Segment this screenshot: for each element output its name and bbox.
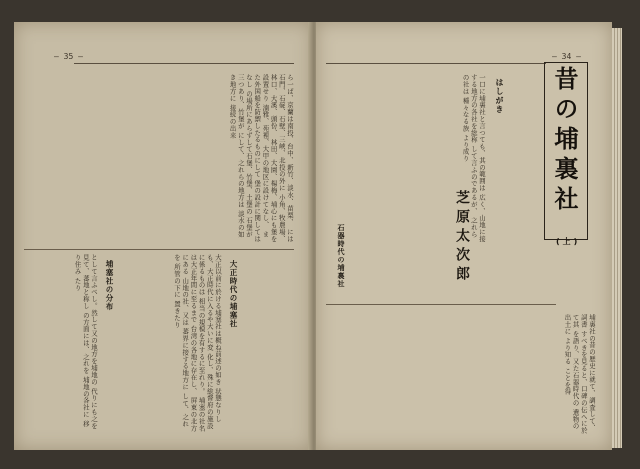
section-heading-hashigaki: はしがき xyxy=(495,78,504,114)
text-line: 所管の下に xyxy=(172,263,181,298)
text-line: 置きたり xyxy=(172,300,181,329)
article-title: 昔の埔裏社 xyxy=(550,66,579,216)
left-top-text xyxy=(24,74,294,244)
article-author: 芝原太次郎 xyxy=(454,190,470,285)
text-line: 小角、牧農場、林口、大溪、頭份、 xyxy=(269,74,286,243)
text-line: 代りにも之を見て、蕃地と称し xyxy=(81,254,98,430)
text-line: たり xyxy=(73,277,82,292)
left-divider xyxy=(24,249,294,250)
text-line: 淡水の如き地方に xyxy=(228,74,245,238)
text-line: の場所にあらずして石堡、竹堡、土堡の xyxy=(244,90,253,215)
left-bottom-text-a xyxy=(114,254,222,434)
text-line: 堡の設計に関してはなし xyxy=(244,74,262,243)
left-header-rule xyxy=(74,63,294,64)
text-line: 湳雅、苑裡、大甲の地区に設けてなし、 xyxy=(261,104,270,229)
text-line: には石門、石碇、石壁、三峽、北投の外に xyxy=(277,74,294,243)
text-line: 埔塞の社名は大正年間に至るまで xyxy=(189,254,206,432)
text-line: 移り住み xyxy=(73,254,90,428)
right-divider xyxy=(326,304,556,305)
text-line: 一口に埔裏社と言つても、其の範囲は xyxy=(478,74,486,192)
text-line: 蕃界に接する地方に xyxy=(181,328,190,391)
text-line: して、之れを xyxy=(172,254,190,428)
left-bottom-text-b xyxy=(24,254,98,434)
text-line: を語り、又た石器時代の xyxy=(571,330,580,407)
text-line: ことを得 xyxy=(563,367,572,396)
left-page xyxy=(14,22,312,450)
left-page-number: — 35 — xyxy=(54,52,83,61)
text-line: 林田、大園、楊梅、埔心にも堡を設置せり xyxy=(261,74,278,243)
text-line: して言ふのであるが、 xyxy=(469,145,478,215)
text-line: 状態なりしも、大正時代に入るや大いに変 xyxy=(205,254,222,423)
text-line: 遺物の出土に xyxy=(563,314,580,430)
text-line: より成り xyxy=(461,134,470,162)
text-line: 化し、殊に総督府の施設に係るものは xyxy=(197,254,214,430)
text-line: の方面には、之れを xyxy=(81,311,90,374)
text-line: として言ふべし。然して又の地方を埔地の xyxy=(90,254,98,386)
text-line: 屛東の北方にある xyxy=(181,254,198,432)
right-subheading: 石器時代の埔裏社 xyxy=(337,224,345,288)
title-suffix: (上) xyxy=(556,237,581,246)
text-line: 種々なる族 xyxy=(461,97,470,132)
text-line: 埔地の各社に xyxy=(81,376,90,418)
text-line: また外国船を防禦したるものにして xyxy=(253,74,270,238)
text-line: 埔裏社の昔の歴史に就て、調査して、詞書 xyxy=(579,314,596,432)
text-line: より知る xyxy=(563,337,572,365)
left-section-heading: 大正時代の埔塞社 xyxy=(229,260,238,328)
right-page-number: — 34 — xyxy=(552,52,581,61)
text-line: 之れらの社は xyxy=(461,74,478,238)
text-line: 接続の出来 xyxy=(228,104,237,139)
page-edges xyxy=(612,28,622,448)
text-line: 大正以前に於ける埔塞社は概ね前述の如き xyxy=(214,254,222,386)
text-line: 台湾の各地に存在し、 xyxy=(189,325,198,395)
text-line: 石堡が三つあり、竹堡が xyxy=(236,74,253,238)
text-line: 相当の規模を有するに至れり。 xyxy=(197,297,206,395)
right-header-rule xyxy=(326,63,546,64)
text-line: 広く、山地に接する地方の各社を総称 xyxy=(469,74,486,243)
text-line: すべきを見ると、口碑の伝へに於て其 xyxy=(571,314,588,434)
text-line: 山地の社、又は xyxy=(181,277,190,326)
text-line: ら一ば、京蘭は南投、台中、新竹、淡水、苗栗、 xyxy=(286,74,294,226)
right-bottom-text xyxy=(326,314,596,436)
left-section-heading-2: 埔塞社の分布 xyxy=(105,260,114,311)
text-line: にして、之れらの地方は xyxy=(236,131,245,208)
book-spread xyxy=(14,22,614,450)
